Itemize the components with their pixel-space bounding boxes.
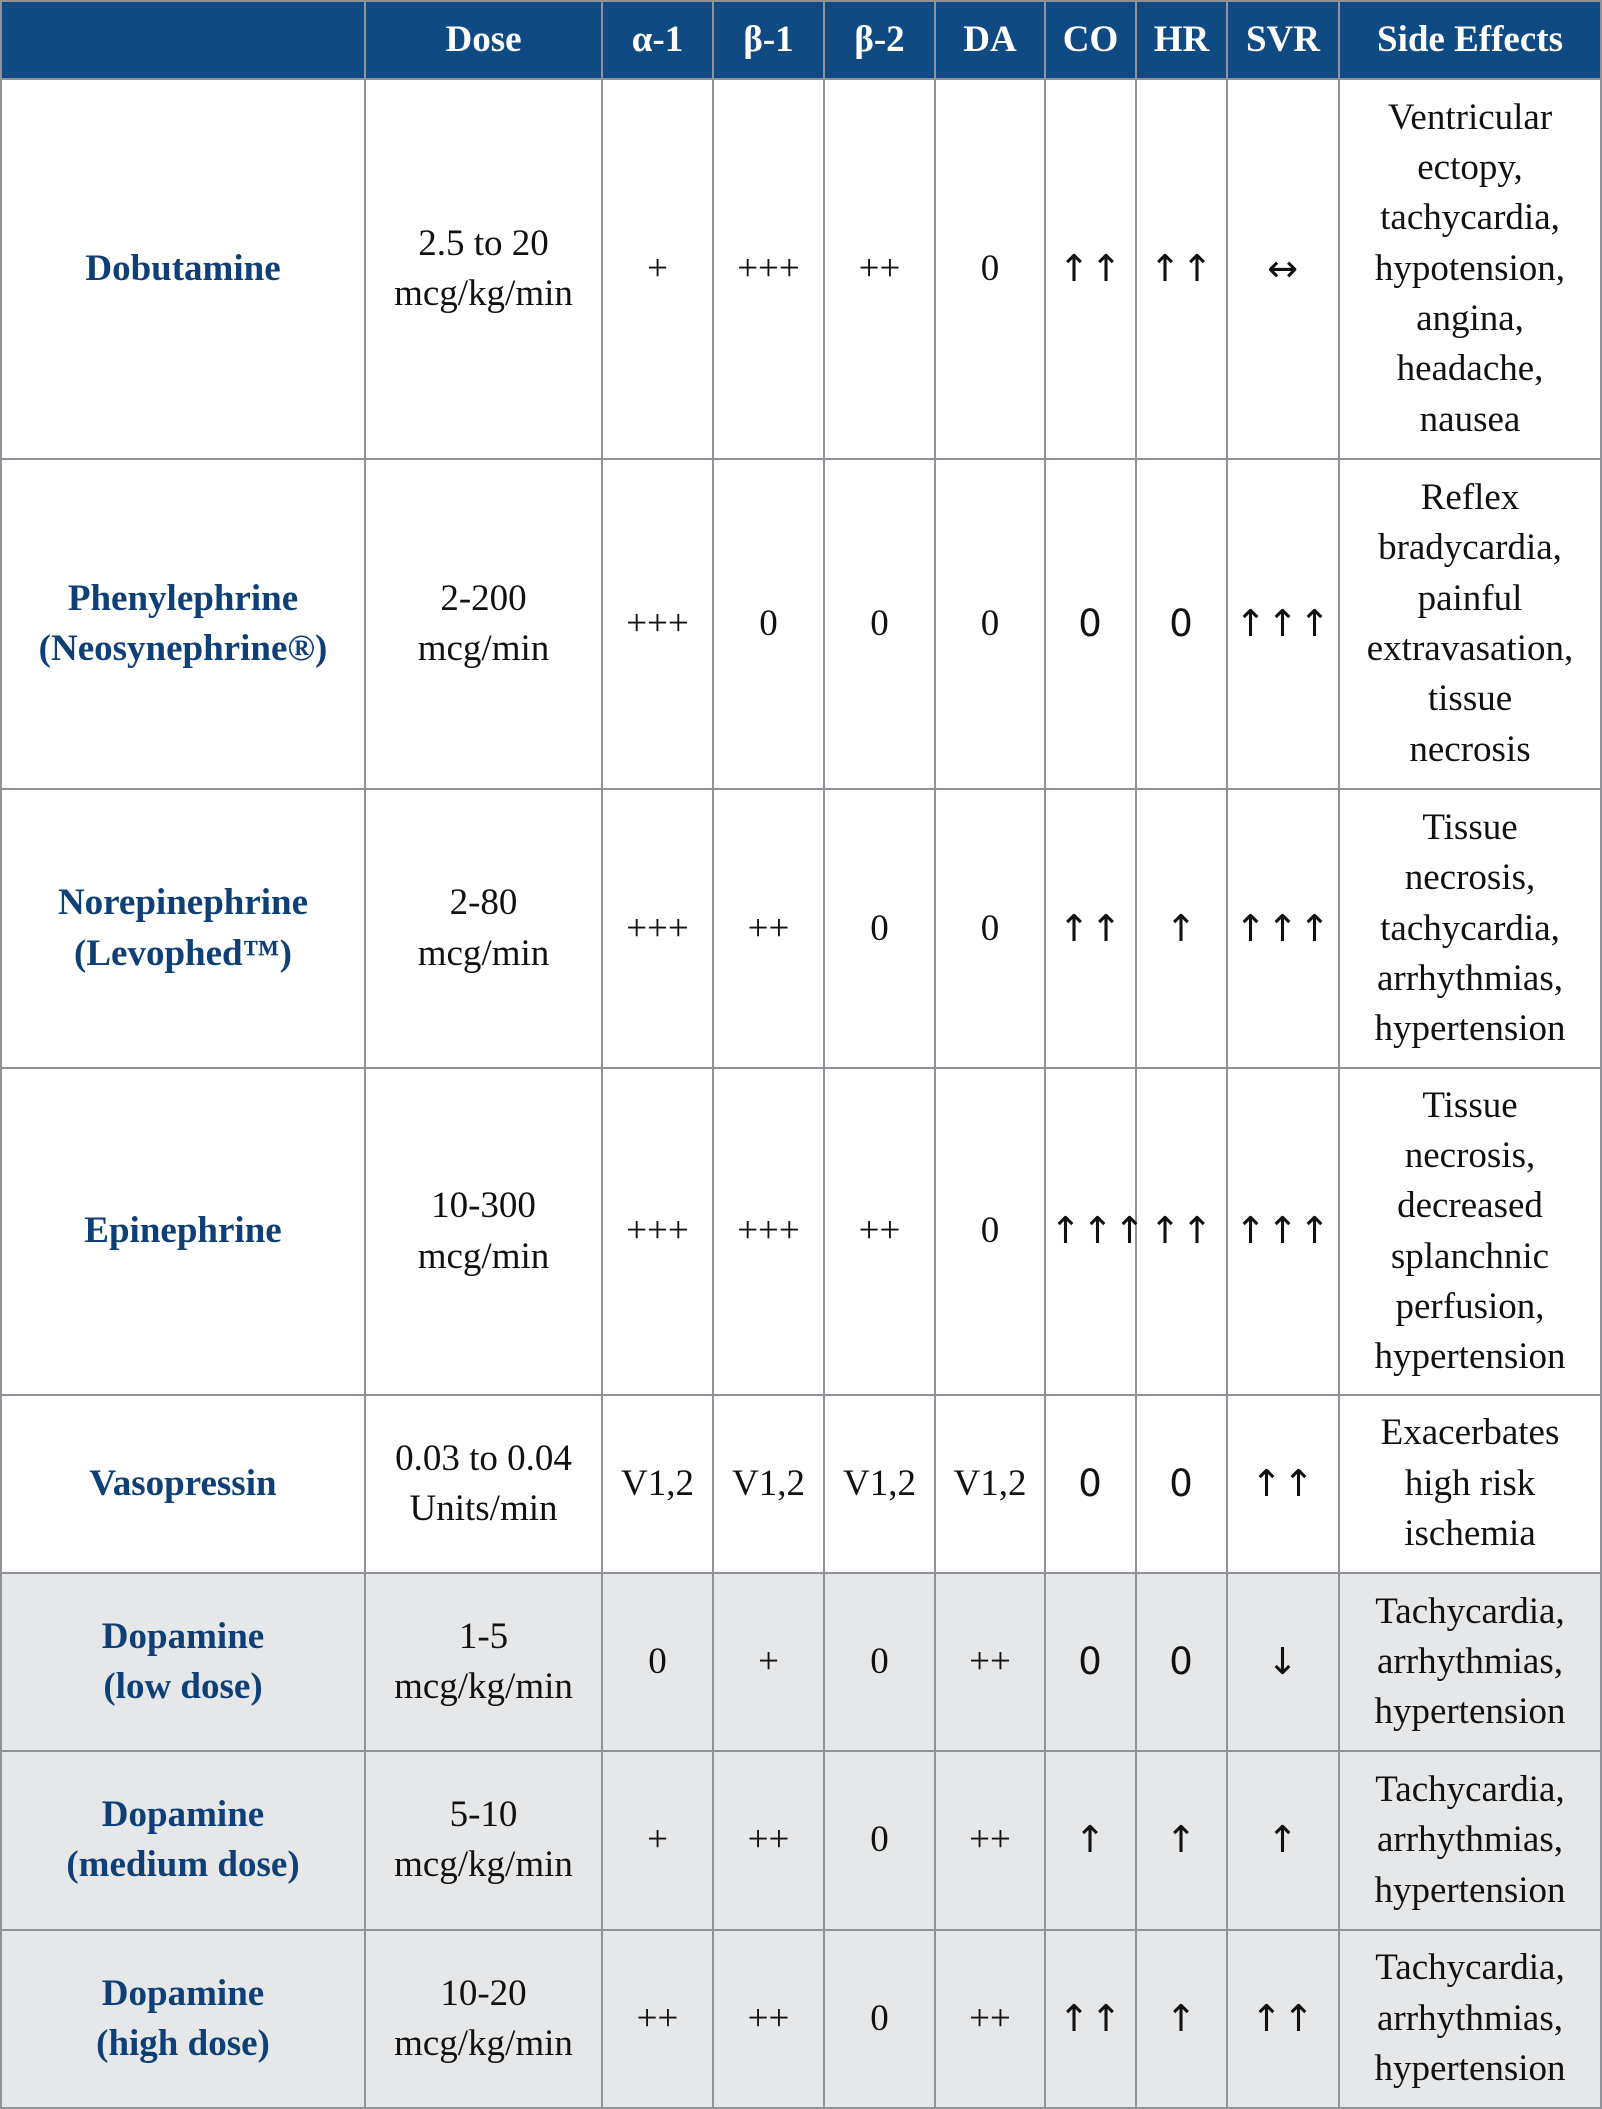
cardiac-output-cell: 0 bbox=[1045, 459, 1136, 789]
beta-2-cell: 0 bbox=[824, 1751, 935, 1929]
side-effects-line: headache, bbox=[1396, 348, 1544, 390]
side-effects-line: Tissue bbox=[1422, 1084, 1518, 1126]
dose-line: 10-20 bbox=[440, 1972, 527, 2014]
dose-line: 10-300 bbox=[431, 1185, 536, 1227]
heart-rate-cell: ↑↑ bbox=[1136, 1068, 1227, 1394]
side-effects-line: perfusion, bbox=[1395, 1285, 1545, 1327]
heart-rate-cell: 0 bbox=[1136, 1395, 1227, 1573]
table-row-norepinephrine bbox=[1, 789, 1601, 1068]
side-effects-cell bbox=[1339, 79, 1601, 459]
drug-name-line: Dobutamine bbox=[85, 247, 281, 289]
drug-name-line: (Levophed™) bbox=[74, 932, 292, 974]
beta-1-cell: ++ bbox=[713, 1751, 824, 1929]
dopamine-receptor-cell: ++ bbox=[935, 1930, 1045, 2108]
svr-cell: ↑↑ bbox=[1227, 1395, 1339, 1573]
heart-rate-cell: 0 bbox=[1136, 1573, 1227, 1751]
dose-cell bbox=[365, 789, 602, 1068]
drug-name bbox=[1, 789, 365, 1068]
header-drug bbox=[1, 1, 365, 79]
svr-cell: ↑↑↑ bbox=[1227, 1068, 1339, 1394]
beta-2-cell: 0 bbox=[824, 459, 935, 789]
alpha-1-cell: 0 bbox=[602, 1573, 713, 1751]
table-row-phenylephrine bbox=[1, 459, 1601, 789]
alpha-1-cell: + bbox=[602, 1751, 713, 1929]
drug-name-line: (high dose) bbox=[96, 2022, 270, 2064]
header-dopamine-receptor: DA bbox=[935, 1, 1045, 79]
drug-name bbox=[1, 1395, 365, 1573]
heart-rate-cell: ↑↑ bbox=[1136, 79, 1227, 459]
beta-2-cell: 0 bbox=[824, 789, 935, 1068]
header-side-effects: Side Effects bbox=[1339, 1, 1601, 79]
table-row-vasopressin bbox=[1, 1395, 1601, 1573]
drug-name-line: Epinephrine bbox=[84, 1210, 282, 1252]
side-effects-line: arrhythmias, bbox=[1377, 1819, 1563, 1861]
side-effects-line: Exacerbates bbox=[1380, 1412, 1560, 1454]
dose-line: mcg/kg/min bbox=[394, 272, 573, 314]
side-effects-line: necrosis, bbox=[1404, 1134, 1536, 1176]
dopamine-receptor-cell: 0 bbox=[935, 1068, 1045, 1394]
side-effects-line: painful bbox=[1417, 577, 1523, 619]
dose-line: 2.5 to 20 bbox=[418, 222, 549, 264]
side-effects-line: nausea bbox=[1419, 398, 1521, 440]
beta-1-cell: +++ bbox=[713, 79, 824, 459]
side-effects-line: arrhythmias, bbox=[1377, 957, 1563, 999]
side-effects-line: extravasation, bbox=[1366, 628, 1574, 670]
side-effects-cell bbox=[1339, 1751, 1601, 1929]
cardiac-output-cell: ↑↑ bbox=[1045, 1930, 1136, 2108]
side-effects-line: arrhythmias, bbox=[1377, 1641, 1563, 1683]
beta-1-cell: 0 bbox=[713, 459, 824, 789]
dose-line: 1-5 bbox=[458, 1615, 509, 1657]
beta-2-cell: 0 bbox=[824, 1573, 935, 1751]
side-effects-line: Tachycardia, bbox=[1375, 1590, 1565, 1632]
side-effects-line: arrhythmias, bbox=[1377, 1997, 1563, 2039]
side-effects-line: hypertension bbox=[1374, 1336, 1566, 1378]
header-row bbox=[1, 1, 1601, 79]
header-dose: Dose bbox=[365, 1, 602, 79]
svr-cell: ↑↑↑ bbox=[1227, 789, 1339, 1068]
beta-1-cell: + bbox=[713, 1573, 824, 1751]
table-row-dopamine-medium bbox=[1, 1751, 1601, 1929]
alpha-1-cell: +++ bbox=[602, 789, 713, 1068]
dose-line: mcg/min bbox=[417, 628, 550, 670]
dose-line: 0.03 to 0.04 bbox=[395, 1437, 572, 1479]
side-effects-line: hypertension bbox=[1374, 1869, 1566, 1911]
side-effects-line: hypertension bbox=[1374, 1008, 1566, 1050]
heart-rate-cell: ↑ bbox=[1136, 789, 1227, 1068]
cardiac-output-cell: 0 bbox=[1045, 1395, 1136, 1573]
dopamine-receptor-cell: ++ bbox=[935, 1573, 1045, 1751]
drug-name-line: (low dose) bbox=[103, 1666, 263, 1708]
cardiac-output-cell: ↑↑ bbox=[1045, 789, 1136, 1068]
header-beta-1: β-1 bbox=[713, 1, 824, 79]
dose-line: Units/min bbox=[409, 1487, 558, 1529]
dose-line: 5-10 bbox=[449, 1794, 518, 1836]
side-effects-line: tachycardia, bbox=[1380, 907, 1560, 949]
beta-1-cell: ++ bbox=[713, 789, 824, 1068]
side-effects-line: Tissue bbox=[1422, 806, 1518, 848]
drug-name-line: Dopamine bbox=[101, 1794, 265, 1836]
table-body bbox=[1, 79, 1601, 2108]
beta-2-cell: V1,2 bbox=[824, 1395, 935, 1573]
dopamine-receptor-cell: ++ bbox=[935, 1751, 1045, 1929]
drug-name bbox=[1, 1751, 365, 1929]
side-effects-line: decreased bbox=[1397, 1185, 1543, 1227]
table-row-dopamine-high bbox=[1, 1930, 1601, 2108]
side-effects-line: Tachycardia, bbox=[1375, 1947, 1565, 1989]
header-cardiac-output: CO bbox=[1045, 1, 1136, 79]
alpha-1-cell: +++ bbox=[602, 1068, 713, 1394]
header-heart-rate: HR bbox=[1136, 1, 1227, 79]
table-row-dobutamine bbox=[1, 79, 1601, 459]
table-row-dopamine-low bbox=[1, 1573, 1601, 1751]
side-effects-cell bbox=[1339, 1395, 1601, 1573]
drug-name bbox=[1, 1930, 365, 2108]
drug-name bbox=[1, 79, 365, 459]
dose-line: 2-80 bbox=[449, 882, 518, 924]
drug-name-line: Norepinephrine bbox=[57, 882, 309, 924]
dose-cell bbox=[365, 1573, 602, 1751]
side-effects-line: ischemia bbox=[1404, 1513, 1536, 1555]
dopamine-receptor-cell: 0 bbox=[935, 789, 1045, 1068]
side-effects-line: splanchnic bbox=[1390, 1235, 1550, 1277]
cardiac-output-cell: 0 bbox=[1045, 1573, 1136, 1751]
side-effects-cell bbox=[1339, 1068, 1601, 1394]
side-effects-line: necrosis, bbox=[1404, 857, 1536, 899]
drug-name bbox=[1, 459, 365, 789]
heart-rate-cell: ↑ bbox=[1136, 1930, 1227, 2108]
dose-line: mcg/kg/min bbox=[394, 2022, 573, 2064]
dose-line: mcg/kg/min bbox=[394, 1844, 573, 1886]
header-svr: SVR bbox=[1227, 1, 1339, 79]
beta-1-cell: V1,2 bbox=[713, 1395, 824, 1573]
side-effects-line: ectopy, bbox=[1417, 147, 1523, 189]
svr-cell: ↔ bbox=[1227, 79, 1339, 459]
side-effects-line: bradycardia, bbox=[1378, 527, 1562, 569]
dose-line: mcg/min bbox=[417, 1235, 550, 1277]
side-effects-cell bbox=[1339, 459, 1601, 789]
drug-name bbox=[1, 1573, 365, 1751]
alpha-1-cell: + bbox=[602, 79, 713, 459]
dopamine-receptor-cell: 0 bbox=[935, 79, 1045, 459]
drug-name-line: Vasopressin bbox=[89, 1462, 277, 1504]
drug-name-line: Phenylephrine bbox=[67, 577, 299, 619]
svr-cell: ↓ bbox=[1227, 1573, 1339, 1751]
side-effects-line: Tachycardia, bbox=[1375, 1769, 1565, 1811]
cardiac-output-cell: ↑↑↑ bbox=[1045, 1068, 1136, 1394]
dose-line: 2-200 bbox=[440, 577, 527, 619]
dose-line: mcg/kg/min bbox=[394, 1666, 573, 1708]
side-effects-line: hypotension, bbox=[1374, 247, 1566, 289]
side-effects-cell bbox=[1339, 789, 1601, 1068]
heart-rate-cell: ↑ bbox=[1136, 1751, 1227, 1929]
dose-cell bbox=[365, 1395, 602, 1573]
alpha-1-cell: ++ bbox=[602, 1930, 713, 2108]
side-effects-line: high risk bbox=[1404, 1462, 1536, 1504]
dose-line: mcg/min bbox=[417, 932, 550, 974]
dopamine-receptor-cell: V1,2 bbox=[935, 1395, 1045, 1573]
dose-cell bbox=[365, 1930, 602, 2108]
heart-rate-cell: 0 bbox=[1136, 459, 1227, 789]
drug-name-line: (Neosynephrine®) bbox=[38, 628, 328, 670]
beta-2-cell: ++ bbox=[824, 79, 935, 459]
dose-cell bbox=[365, 1751, 602, 1929]
header-alpha-1: α-1 bbox=[602, 1, 713, 79]
dose-cell bbox=[365, 1068, 602, 1394]
side-effects-line: hypertension bbox=[1374, 2047, 1566, 2089]
dopamine-receptor-cell: 0 bbox=[935, 459, 1045, 789]
side-effects-line: necrosis bbox=[1409, 728, 1531, 770]
side-effects-line: tachycardia, bbox=[1380, 197, 1560, 239]
cardiac-output-cell: ↑ bbox=[1045, 1751, 1136, 1929]
side-effects-line: angina, bbox=[1416, 298, 1524, 340]
beta-2-cell: 0 bbox=[824, 1930, 935, 2108]
beta-1-cell: ++ bbox=[713, 1930, 824, 2108]
side-effects-line: Ventricular bbox=[1387, 96, 1553, 138]
dose-cell bbox=[365, 459, 602, 789]
side-effects-line: hypertension bbox=[1374, 1691, 1566, 1733]
alpha-1-cell: V1,2 bbox=[602, 1395, 713, 1573]
cardiac-output-cell: ↑↑ bbox=[1045, 79, 1136, 459]
header-beta-2: β-2 bbox=[824, 1, 935, 79]
alpha-1-cell: +++ bbox=[602, 459, 713, 789]
dose-cell bbox=[365, 79, 602, 459]
drug-name-line: (medium dose) bbox=[66, 1844, 300, 1886]
drug-name-line: Dopamine bbox=[101, 1615, 265, 1657]
table-row-epinephrine bbox=[1, 1068, 1601, 1394]
svr-cell: ↑↑↑ bbox=[1227, 459, 1339, 789]
svr-cell: ↑↑ bbox=[1227, 1930, 1339, 2108]
svr-cell: ↑ bbox=[1227, 1751, 1339, 1929]
beta-2-cell: ++ bbox=[824, 1068, 935, 1394]
drug-name-line: Dopamine bbox=[101, 1972, 265, 2014]
side-effects-line: Reflex bbox=[1420, 477, 1520, 519]
side-effects-line: tissue bbox=[1427, 678, 1513, 720]
drug-name bbox=[1, 1068, 365, 1394]
beta-1-cell: +++ bbox=[713, 1068, 824, 1394]
side-effects-cell bbox=[1339, 1930, 1601, 2108]
side-effects-cell bbox=[1339, 1573, 1601, 1751]
